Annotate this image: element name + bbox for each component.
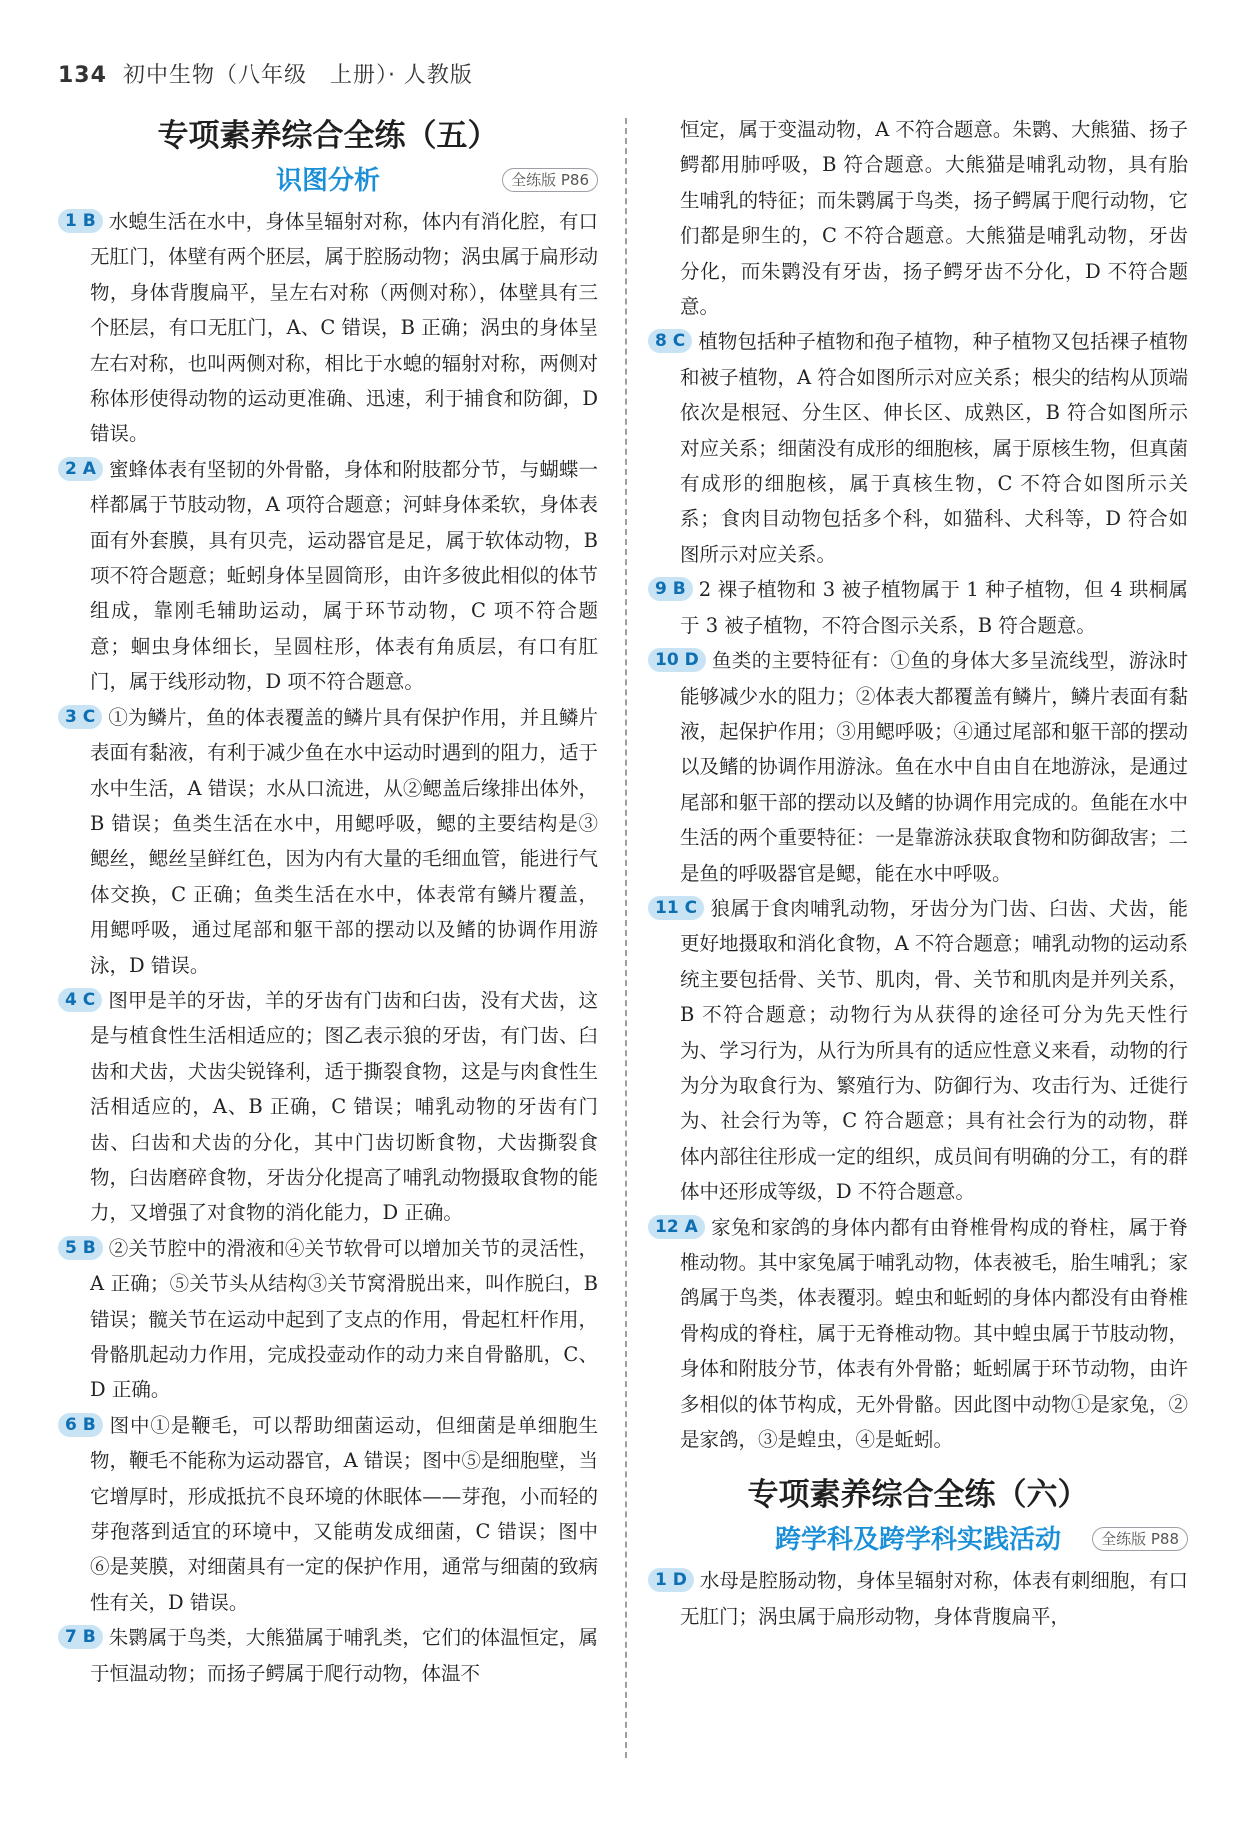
answer-item	[648, 643, 1188, 891]
answer-text: 家兔和家鸽的身体内都有由脊椎骨构成的脊柱，属于脊椎动物。其中家兔属于哺乳动物，体表被毛，胎生哺乳；家鸽属于鸟类，体表覆羽。蝗虫和蚯蚓的身体内都没有由脊椎骨构成的脊柱，属于无脊椎动物。其中蝗虫属于节肢动物，身体和附肢分节，体表有外骨骼；蚯蚓属于环节动物，由许多相似的体节构成，无外骨骼。因此图中动物①是家兔，②是家鸽，③是蝗虫，④是蚯蚓。	[680, 1215, 1188, 1452]
section-subtitle-row	[58, 160, 598, 202]
reference-badge: 全练版 P86	[502, 168, 598, 192]
answer-text: 植物包括种子植物和孢子植物，种子植物又包括裸子植物和被子植物，A 符合如图所示对应关系；根尖的结构从顶端依次是根冠、分生区、伸长区、成熟区，B 符合如图所示对应关系；细菌没有成形的细胞核，属于原核生物，但真菌有成形的细胞核，属于真核生物，C 不符合如图所示关系；食肉目动物包括多个科，如猫科、犬科等，D 符合如图所示对应关系。	[680, 330, 1188, 566]
answer-item	[58, 452, 598, 700]
answer-tag: 5 B	[58, 1236, 103, 1260]
section-subtitle: 跨学科及跨学科实践活动	[774, 1525, 1061, 1556]
answer-continuation	[648, 112, 1188, 324]
answer-text: ①为鳞片，鱼的体表覆盖的鳞片具有保护作用，并且鳞片表面有黏液，有利于减少鱼在水中运动时遇到的阻力，适于水中生活，A 错误；水从口流进，从②鳃盖后缘排出体外，B 错误；鱼类生活在水中，用鳃呼吸，鳃的主要结构是③鳃丝，鳃丝呈鲜红色，因为内有大量的毛细血管，能进行气体交换，C 正确；鱼类生活在水中，体表常有鳞片覆盖，用鳃呼吸，通过尾部和躯干部的摆动以及鳍的协调作用游泳，D 错误。	[90, 705, 598, 977]
answer-item	[648, 572, 1188, 643]
answer-item	[58, 1620, 598, 1691]
answer-tag: 1 B	[58, 209, 103, 233]
answer-tag: 12 A	[648, 1215, 705, 1239]
book-title: 初中生物（八年级 上册）· 人教版	[122, 63, 473, 88]
answer-tag: 9 B	[648, 577, 693, 601]
answer-item	[648, 1563, 1188, 1634]
answer-item	[648, 324, 1188, 572]
answer-item	[58, 204, 598, 452]
section-subtitle-row	[648, 1519, 1188, 1561]
answer-text: 2 裸子植物和 3 被子植物属于 1 种子植物，但 4 珙桐属于 3 被子植物，不符合图示关系，B 符合题意。	[680, 578, 1188, 637]
right-column	[648, 112, 1188, 1634]
answer-text: 水螅生活在水中，身体呈辐射对称，体内有消化腔，有口无肛门，体壁有两个胚层，属于腔肠动物；涡虫属于扁形动物，身体背腹扁平，呈左右对称（两侧对称），体壁具有三个胚层，有口无肛门，A、C 错误，B 正确；涡虫的身体呈左右对称，也叫两侧对称，相比于水螅的辐射对称，两侧对称体形使得动物的运动更准确、迅速，利于捕食和防御，D 错误。	[90, 210, 598, 446]
reference-badge: 全练版 P88	[1092, 1527, 1188, 1551]
answer-text: 恒定，属于变温动物，A 不符合题意。朱鹮、大熊猫、扬子鳄都用肺呼吸，B 符合题意。大熊猫是哺乳动物，具有胎生哺乳的特征；而朱鹮属于鸟类，扬子鳄属于爬行动物，它们都是卵生的，C 不符合题意。大熊猫是哺乳动物，牙齿分化，而朱鹮没有牙齿，扬子鳄牙齿不分化，D 不符合题意。	[680, 118, 1188, 319]
answer-tag: 6 B	[58, 1413, 103, 1437]
section-subtitle: 识图分析	[275, 166, 380, 196]
answer-text: 图甲是羊的牙齿，羊的牙齿有门齿和臼齿，没有犬齿，这是与植食性生活相适应的；图乙表示狼的牙齿，有门齿、臼齿和犬齿，犬齿尖锐锋利，适于撕裂食物，这是与肉食性生活相适应的，A、B 正确，C 错误；哺乳动物的牙齿有门齿、臼齿和犬齿的分化，其中门齿切断食物，犬齿撕裂食物，臼齿磨碎食物，牙齿分化提高了哺乳动物摄取食物的能力，又增强了对食物的消化能力，D 正确。	[90, 988, 598, 1225]
answer-tag: 10 D	[648, 648, 706, 672]
left-column	[58, 112, 598, 1691]
answer-item	[58, 1231, 598, 1408]
answer-tag: 2 A	[58, 457, 103, 481]
answer-text: 蜜蜂体表有坚韧的外骨骼，身体和附肢都分节，与蝴蝶一样都属于节肢动物，A 项符合题意；河蚌身体柔软，身体表面有外套膜，具有贝壳，运动器官是足，属于软体动物，B 项不符合题意；蚯蚓身体呈圆筒形，由许多彼此相似的体节组成，靠刚毛辅助运动，属于环节动物，C 项不符合题意；蛔虫身体细长，呈圆柱形，体表有角质层，有口有肛门，属于线形动物，D 项不符合题意。	[90, 457, 598, 694]
running-head	[58, 58, 473, 89]
answer-text: 狼属于食肉哺乳动物，牙齿分为门齿、臼齿、犬齿，能更好地摄取和消化食物，A 不符合题意；哺乳动物的运动系统主要包括骨、关节、肌肉，骨、关节和肌肉是并列关系，B 不符合题意；动物行为从获得的途径可分为先天性行为、学习行为，从行为所具有的适应性意义来看，动物的行为分为取食行为、繁殖行为、防御行为、攻击行为、迁徙行为、社会行为等，C 符合题意；具有社会行为的动物，群体内部往往形成一定的组织，成员间有明确的分工，有的群体中还形成等级，D 不符合题意。	[680, 896, 1188, 1204]
answer-text: 图中①是鞭毛，可以帮助细菌运动，但细菌是单细胞生物，鞭毛不能称为运动器官，A 错误；图中⑤是细胞壁，当它增厚时，形成抵抗不良环境的休眠体——芽孢，小而轻的芽孢落到适宜的环境中，又能萌发成细菌，C 错误；图中⑥是荚膜，对细菌具有一定的保护作用，通常与细菌的致病性有关，D 错误。	[90, 1413, 598, 1614]
section-title: 专项素养综合全练（六）	[747, 1477, 1089, 1514]
answer-item	[58, 1408, 598, 1620]
answer-text: ②关节腔中的滑液和④关节软骨可以增加关节的灵活性，A 正确；⑤关节头从结构③关节窝滑脱出来，叫作脱臼，B 错误；髋关节在运动中起到了支点的作用，骨起杠杆作用，骨骼肌起动力作用，完成投壶动作的动力来自骨骼肌，C、D 正确。	[90, 1236, 598, 1402]
page-number: 134	[58, 63, 107, 88]
answer-tag: 4 C	[58, 988, 102, 1012]
answer-text: 朱鹮属于鸟类，大熊猫属于哺乳类，它们的体温恒定，属于恒温动物；而扬子鳄属于爬行动物，体温不	[90, 1626, 598, 1685]
answer-tag: 3 C	[58, 705, 102, 729]
answer-item	[648, 891, 1188, 1210]
answer-item	[58, 700, 598, 983]
answer-tag: 11 C	[648, 896, 704, 920]
answer-text: 水母是腔肠动物，身体呈辐射对称，体表有刺细胞，有口无肛门；涡虫属于扁形动物，身体背腹扁平，	[680, 1569, 1188, 1628]
answer-tag: 1 D	[648, 1568, 694, 1592]
column-divider	[625, 118, 627, 1758]
answer-text: 鱼类的主要特征有：①鱼的身体大多呈流线型，游泳时能够减少水的阻力；②体表大都覆盖有鳞片，鳞片表面有黏液，起保护作用；③用鳃呼吸；④通过尾部和躯干部的摆动以及鳍的协调作用游泳。鱼在水中自由自在地游泳，是通过尾部和躯干部的摆动以及鳍的协调作用完成的。鱼能在水中生活的两个重要特征：一是靠游泳获取食物和防御敌害；二是鱼的呼吸器官是鳃，能在水中呼吸。	[680, 649, 1188, 885]
answer-item	[648, 1210, 1188, 1458]
answer-item	[58, 983, 598, 1231]
answer-tag: 7 B	[58, 1625, 103, 1649]
section-title: 专项素养综合全练（五）	[157, 118, 499, 154]
answer-tag: 8 C	[648, 329, 692, 353]
